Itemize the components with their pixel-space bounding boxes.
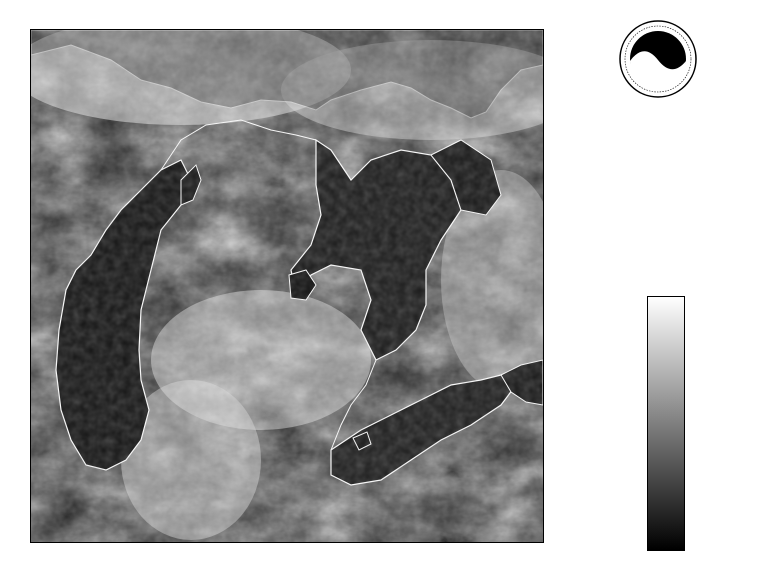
noaa-logo (619, 20, 697, 98)
satellite-image-map (30, 29, 544, 543)
reflectance-colorbar (647, 296, 685, 551)
